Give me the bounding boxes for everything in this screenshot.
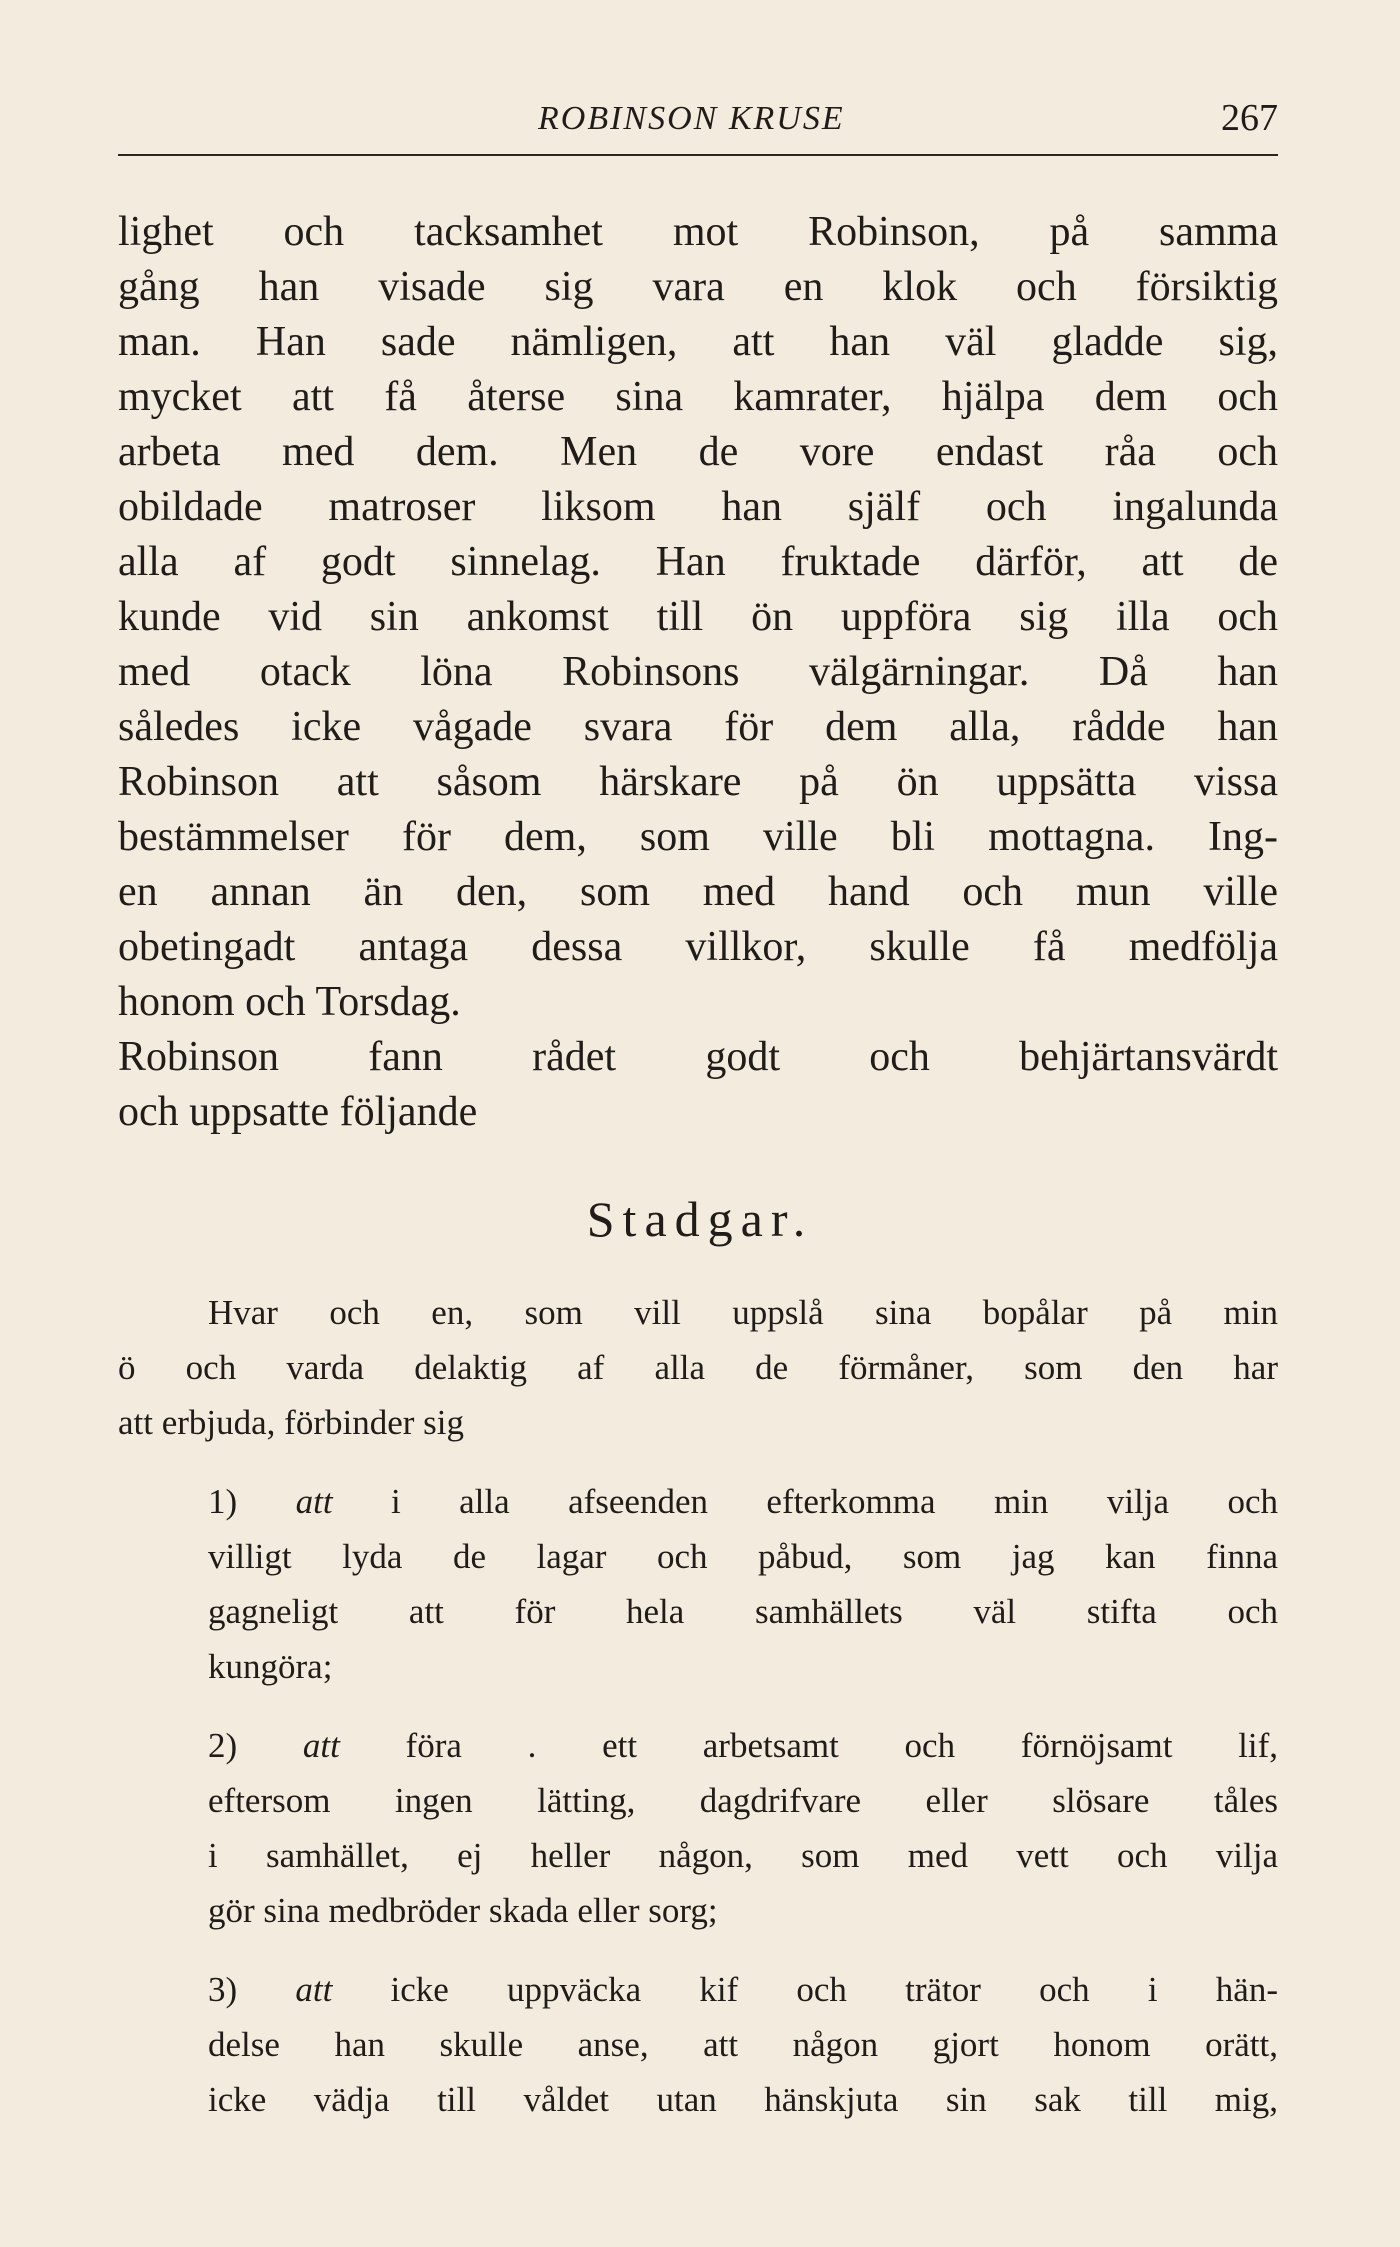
- statute-line: villigt lyda de lagar och påbud, som jag kan finna: [208, 1537, 1278, 1576]
- statute-line: delse han skulle anse, att någon gjort honom orätt,: [208, 2025, 1278, 2064]
- item-number: 1): [208, 1482, 238, 1521]
- text-line: alla af godt sinnelag. Han fruktade därför, att de: [118, 539, 1278, 585]
- statute-line: kungöra;: [208, 1647, 333, 1686]
- text-line: lighet och tacksamhet mot Robinson, på samma: [118, 209, 1278, 255]
- text-line: obildade matroser liksom han själf och ingalunda: [118, 484, 1278, 530]
- item-keyword: att: [295, 1970, 333, 2009]
- item-number: 2): [208, 1726, 238, 1765]
- item-text: icke uppväcka kif och trätor och i hän-: [390, 1970, 1278, 2009]
- body-paragraphs: [118, 205, 1278, 1140]
- text-line: honom och Torsdag.: [118, 979, 461, 1025]
- intro-line: ö och varda delaktig af alla de förmåner, som den har: [118, 1348, 1278, 1387]
- text-line: mycket att få återse sina kamrater, hjälpa dem och: [118, 374, 1278, 420]
- item-text: i alla afseenden efterkomma min vilja och: [390, 1482, 1279, 1521]
- running-title: ROBINSON KRUSE: [538, 100, 845, 137]
- intro-line: att erbjuda, förbinder sig: [118, 1403, 465, 1442]
- statute-line: icke vädja till våldet utan hänskjuta sin sak till mig,: [208, 2080, 1278, 2119]
- item-gap: [118, 1938, 1278, 1962]
- item-text: föra . ett arbetsamt och förnöjsamt lif,: [405, 1726, 1278, 1765]
- text-line: Robinson fann rådet godt och behjärtansvärdt: [118, 1034, 1278, 1080]
- text-line: kunde vid sin ankomst till ön uppföra sig illa och: [118, 594, 1278, 640]
- statute-list: [118, 1285, 1278, 2127]
- text-line: en annan än den, som med hand och mun ville: [118, 869, 1278, 915]
- section-heading: Stadgar.: [586, 1191, 814, 1247]
- statute-line: gagneligt att för hela samhällets väl stifta och: [208, 1592, 1278, 1631]
- text-line: med otack löna Robinsons välgärningar. Då han: [118, 649, 1278, 695]
- item-keyword: att: [295, 1482, 333, 1521]
- text-line: och uppsatte följande: [118, 1089, 478, 1135]
- text-line: obetingadt antaga dessa villkor, skulle få medfölja: [118, 924, 1278, 970]
- item-keyword: att: [302, 1726, 340, 1765]
- statute-line: i samhället, ej heller någon, som med vett och vilja: [208, 1836, 1278, 1875]
- page-number: 267: [1221, 97, 1278, 139]
- text-line: arbeta med dem. Men de vore endast råa och: [118, 429, 1278, 475]
- text-line: gång han visade sig vara en klok och försiktig: [118, 264, 1278, 310]
- item-number: 3): [208, 1970, 238, 2009]
- text-line: bestämmelser för dem, som ville bli mottagna. Ing-: [118, 814, 1278, 860]
- statute-item-1-first-line: [118, 1474, 1278, 1529]
- text-line: således icke vågade svara för dem alla, rådde han: [118, 704, 1278, 750]
- page-header: [118, 88, 1278, 148]
- statute-line: eftersom ingen lätting, dagdrifvare eller slösare tåles: [208, 1781, 1278, 1820]
- statute-line: gör sina medbröder skada eller sorg;: [208, 1891, 718, 1930]
- item-gap: [118, 1450, 1278, 1474]
- text-line: man. Han sade nämligen, att han väl gladde sig,: [118, 319, 1278, 365]
- item-gap: [118, 1694, 1278, 1718]
- text-line: Robinson att såsom härskare på ön uppsätta vissa: [118, 759, 1278, 805]
- intro-line: Hvar och en, som vill uppslå sina bopålar på min: [208, 1293, 1278, 1332]
- header-rule: [118, 154, 1278, 156]
- statute-item-2-first-line: [118, 1718, 1278, 1773]
- statute-item-3-first-line: [118, 1962, 1278, 2017]
